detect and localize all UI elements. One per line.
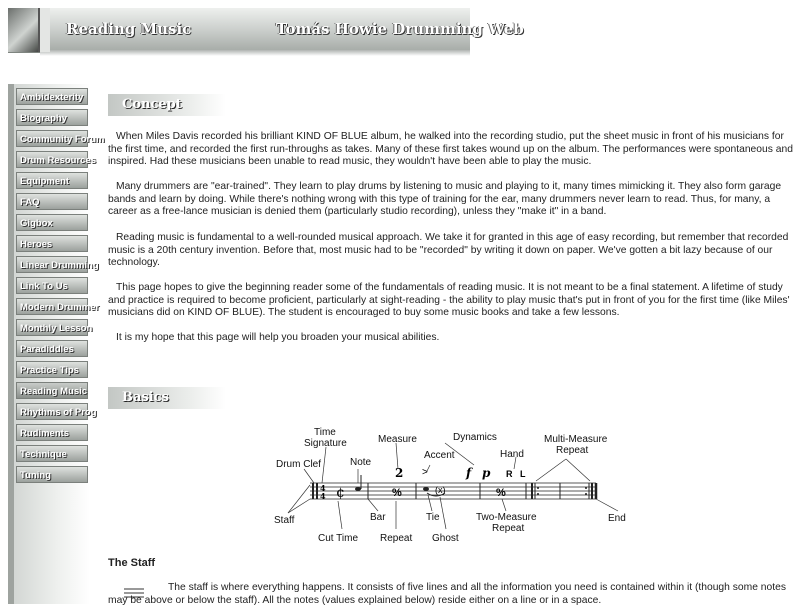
- staff-lines: [310, 483, 596, 499]
- nav-item-community-forum[interactable]: Community Forum: [16, 130, 88, 147]
- nav-item-linear-drumming[interactable]: Linear Drumming: [16, 256, 88, 273]
- label-two-measure-repeat: Repeat: [492, 523, 525, 534]
- dynamic-forte: f: [466, 466, 472, 480]
- label-hand: Hand: [500, 449, 524, 460]
- nav-item-technique[interactable]: Technique: [16, 445, 88, 462]
- cut-time-symbol: ¢: [336, 485, 345, 501]
- paragraph-text: This page hopes to give the beginning reader some of the fundamentals of reading music. It is not meant to be a final statement. A lifetime of study and practice is required to become proficient, particularly at sight-reading - the ability to play music that's put in front of you for the first time (like Miles' musicians did on KIND OF BLUE). The student is encouraged to buy some music books and take a few lessons.: [108, 282, 790, 318]
- nav-item-biography[interactable]: Biography: [16, 109, 88, 126]
- header-divider: [40, 8, 50, 52]
- drum-clef-mark: [316, 483, 318, 499]
- label-multi-measure-repeat: Multi-Measure: [544, 434, 608, 445]
- nav-item-link-to-us[interactable]: Link To Us: [16, 277, 88, 294]
- page-title: Reading Music: [66, 20, 192, 38]
- tied-note: [423, 487, 429, 491]
- nav-item-practice-tips[interactable]: Practice Tips: [16, 361, 88, 378]
- concept-paragraph-1: [108, 131, 794, 169]
- nav-item-heroes[interactable]: Heroes: [16, 235, 88, 252]
- paragraph-text: The staff is where everything happens. It consists of five lines and all the information you need is contained within it (though some notes may be above or below the staff). All the notes (values explained below) reside either on a line or in a space.: [108, 582, 786, 606]
- label-note: Note: [350, 457, 372, 468]
- repeat-count: 2: [395, 466, 404, 480]
- nav-item-reading-music[interactable]: Reading Music: [16, 382, 88, 399]
- concept-heading: Concept: [122, 97, 182, 112]
- site-title[interactable]: Tomás Howie Drumming Web: [276, 20, 524, 38]
- nav-item-rhythms-of-prog[interactable]: Rhythms of Prog: [16, 403, 88, 420]
- label-measure: Measure: [378, 434, 417, 445]
- concept-paragraph-4: [108, 282, 794, 320]
- label-dynamics: Dynamics: [453, 432, 497, 443]
- two-measure-repeat-symbol: %: [496, 487, 506, 499]
- label-drum-clef: Drum Clef: [276, 459, 322, 470]
- header-shadow: [40, 50, 470, 56]
- label-ghost: Ghost: [432, 533, 459, 544]
- sidebar-edge: [8, 84, 14, 604]
- basics-heading: Basics: [122, 390, 169, 405]
- nav-item-paradiddles[interactable]: Paradiddles: [16, 340, 88, 357]
- concept-paragraph-2: [108, 181, 794, 219]
- nav-item-drum-resources[interactable]: Drum Resources: [16, 151, 88, 168]
- label-tie: Tie: [426, 512, 440, 523]
- label-time-signature: Time: [314, 427, 336, 438]
- staff-heading: The Staff: [108, 557, 156, 569]
- nav-item-ambidexterity[interactable]: Ambidexterity: [16, 88, 88, 105]
- dynamic-piano: p: [482, 466, 491, 480]
- label-time-signature: Signature: [304, 438, 347, 449]
- staff-paragraph: [108, 582, 794, 607]
- nav-item-equipment[interactable]: Equipment: [16, 172, 88, 189]
- site-header: [0, 0, 800, 62]
- concept-paragraph-3: [108, 232, 794, 270]
- author-photo: [8, 8, 40, 52]
- accent-symbol: >: [422, 467, 428, 478]
- paragraph-text: Many drummers are "ear-trained". They learn to play drums by listening to music and playing to it, many times mimicking it. They also form garage bands and learn by doing. While there's nothing wrong with this type of training for the ear, many drummers never learn to read. Thus, for many, a career as a free-lance musician is denied them (particularly studio recording), unless they "make it" in a band.: [108, 181, 782, 217]
- nav-item-monthly-lesson[interactable]: Monthly Lesson: [16, 319, 88, 336]
- label-cut-time: Cut Time: [318, 533, 359, 544]
- hand-right: R: [506, 469, 513, 479]
- paragraph-text: Reading music is fundamental to a well-rounded musical approach. We take it for granted in this age of easy recording, but remember that recorded music is a 20th century invention. Before that, most music had to be "recorded" by writing it down on paper. We've gotten a bit lazy because of our technology.: [108, 232, 789, 268]
- time-sig-top: 4: [320, 483, 326, 493]
- concept-paragraph-5: [108, 332, 794, 345]
- nav-item-gigbox[interactable]: Gigbox: [16, 214, 88, 231]
- concept-heading-tab: [108, 94, 226, 116]
- label-multi-measure-repeat: Repeat: [556, 445, 589, 456]
- label-accent: Accent: [424, 450, 455, 461]
- one-measure-repeat-symbol: %: [392, 487, 402, 499]
- label-staff: Staff: [274, 515, 295, 526]
- label-repeat: Repeat: [380, 533, 413, 544]
- nav-item-modern-drummer[interactable]: Modern Drummer: [16, 298, 88, 315]
- note-head: [355, 487, 361, 491]
- paragraph-text: It is my hope that this page will help you broaden your musical abilities.: [116, 332, 440, 343]
- hand-left: L: [520, 469, 526, 479]
- nav-item-faq[interactable]: FAQ: [16, 193, 88, 210]
- label-two-measure-repeat: Two-Measure: [476, 512, 537, 523]
- basics-heading-tab: [108, 387, 226, 409]
- time-sig-bottom: 4: [320, 491, 326, 501]
- ghost-note-symbol: (x): [435, 485, 446, 495]
- nav-item-tuning[interactable]: Tuning: [16, 466, 88, 483]
- drum-clef-mark: [312, 483, 314, 499]
- paragraph-text: When Miles Davis recorded his brilliant KIND OF BLUE album, he walked into the recording studio, put the sheet music in front of his musicians for the first time, and recorded the first run-throughs as takes. Many of these first takes wound up on the album. The performances were spontaneous and inspired. Had these musicians been unable to read music, they wouldn't have been able to play the music.: [108, 131, 793, 167]
- label-bar: Bar: [370, 512, 386, 523]
- label-end: End: [608, 513, 626, 524]
- notation-diagram: [270, 425, 630, 550]
- nav-item-rudiments[interactable]: Rudiments: [16, 424, 88, 441]
